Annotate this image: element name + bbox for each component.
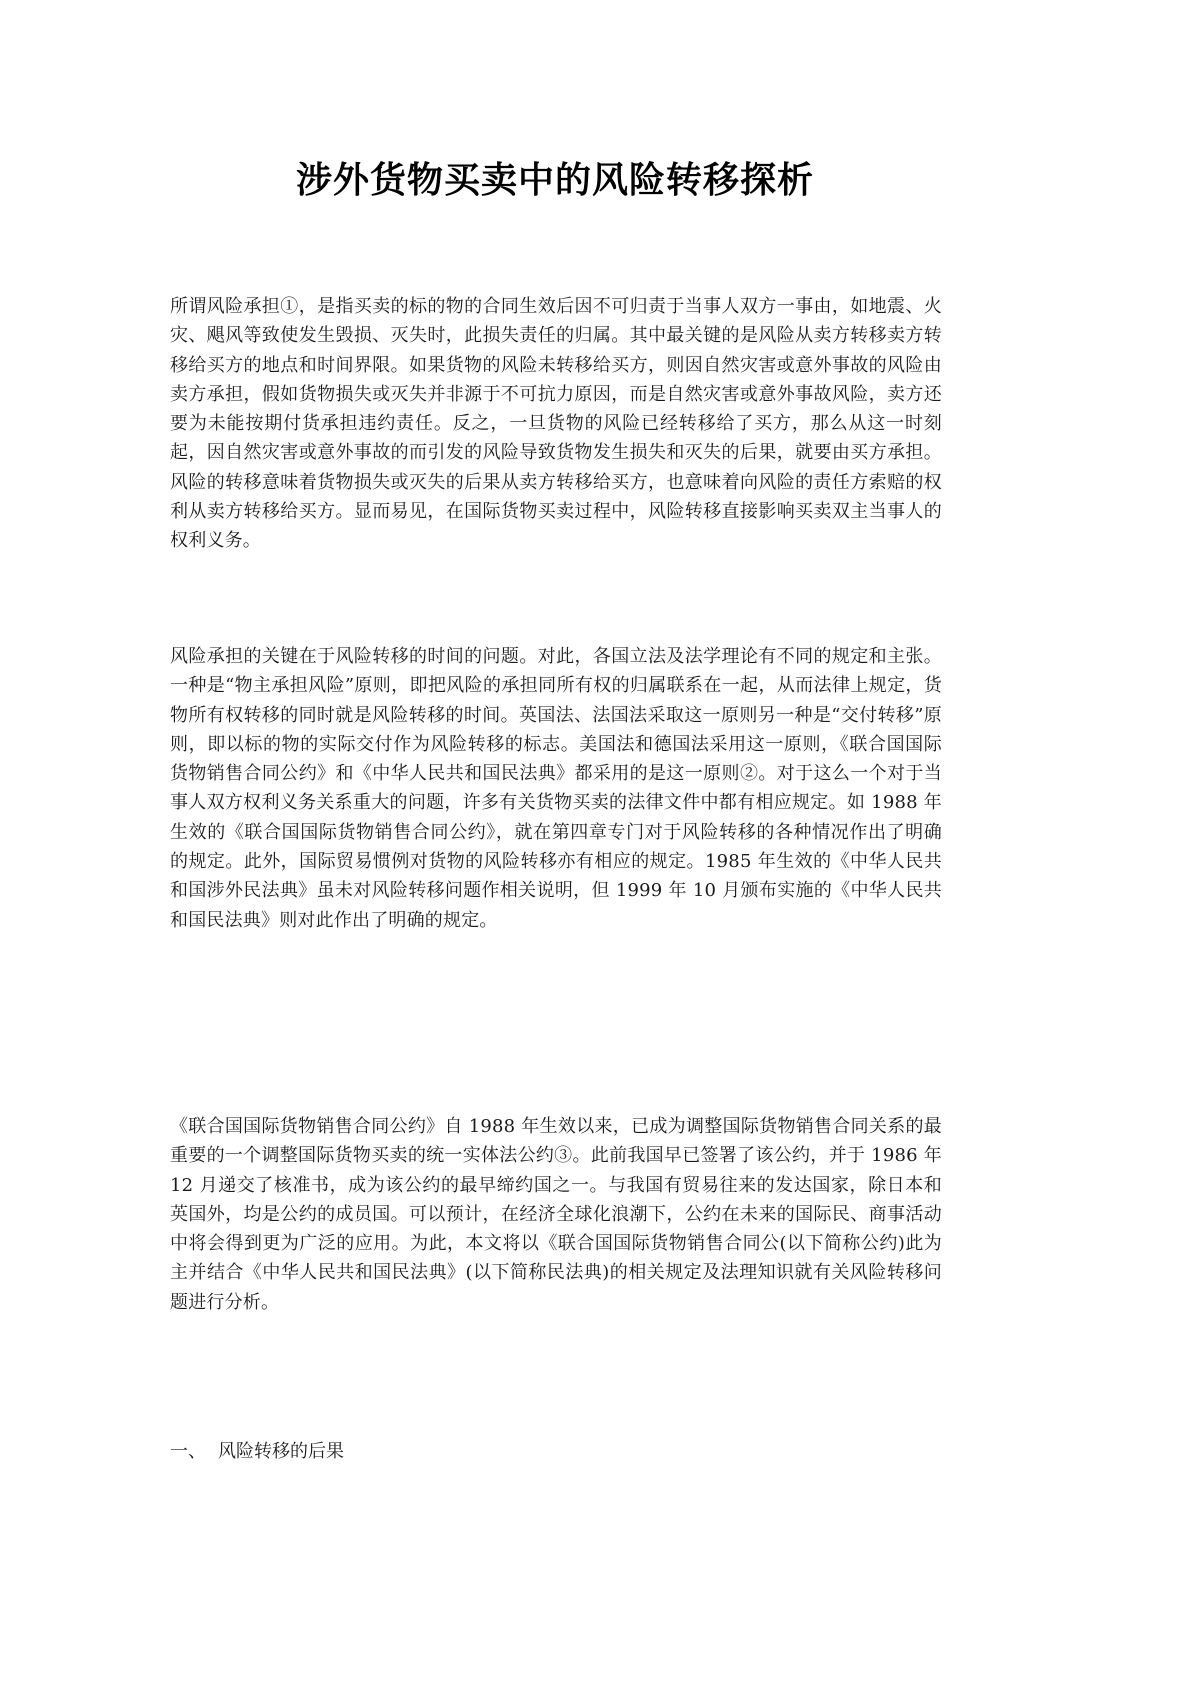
paragraph-risk-transfer-timing: 风险承担的关键在于风险转移的时间的问题。对此，各国立法及法学理论有不同的规定和主张。一种是“物主承担风险”原则，即把风险的承担同所有权的归属联系在一起，从而法律上规定，货物所有权转移的同时就是风险转移的时间。英国法、法国法采取这一原则另一种是“交付转移”原则，即以标的物的实际交付作为风险转移的标志。美国法和德国法采用这一原则，《联合国国际货物销售合同公约》和《中华人民共和国民法典》都采用的是这一原则②。对于这么一个对于当事人双方权利义务关系重大的问题，许多有关货物买卖的法律文件中都有相应规定。如 1988 年生效的《联合国国际货物销售合同公约》，就在第四章专门对于风险转移的各种情况作出了明确的规定。此外，国际贸易惯例对货物的风险转移亦有相应的规定。1985 年生效的《中华人民共和国涉外民法典》虽未对风险转移问题作相关说明，但 1999 年 10 月颁布实施的《中华人民共和国民法典》则对此作出了明确的规定。 <box>170 646 942 931</box>
section-title: 风险转移的后果 <box>218 1441 344 1462</box>
section-heading <box>170 1437 344 1466</box>
document-title: 涉外货物买卖中的风险转移探析 <box>295 159 814 201</box>
paragraph-cisg-introduction: 《联合国国际货物销售合同公约》自 1988 年生效以来，已成为调整国际货物销售合同关系的最重要的一个调整国际货物买卖的统一实体法公约③。此前我国早已签署了该公约，并于 1986 年 12 月递交了核准书，成为该公约的最早缔约国之一。与我国有贸易往来的发达国家，除日本和英国外，均是公约的成员国。可以预计，在经济全球化浪潮下，公约在未来的国际民、商事活动中将会得到更为广泛的应用。为此，本文将以《联合国国际货物销售合同公(以下简称公约)此为主并结合《中华人民共和国民法典》(以下简称民法典)的相关规定及法理知识就有关风险转移问题进行分析。 <box>170 1116 942 1313</box>
paragraph-risk-definition: 所谓风险承担①，是指买卖的标的物的合同生效后因不可归责于当事人双方一事由，如地震、火灾、飓风等致使发生毁损、灭失时，此损失责任的归属。其中最关键的是风险从卖方转移卖方转移给买方的地点和时间界限。如果货物的风险未转移给买方，则因自然灾害或意外事故的风险由卖方承担，假如货物损失或灭失并非源于不可抗力原因，而是自然灾害或意外事故风险，卖方还要为未能按期付货承担违约责任。反之，一旦货物的风险已经转移给了买方，那么从这一时刻起，因自然灾害或意外事故的而引发的风险导致货物发生损失和灭失的后果，就要由买方承担。风险的转移意味着货物损失或灭失的后果从卖方转移给买方，也意味着向风险的责任方索赔的权利从卖方转移给买方。显而易见，在国际货物买卖过程中，风险转移直接影响买卖双主当事人的权利义务。 <box>170 296 942 552</box>
section-number: 一、 <box>170 1441 206 1462</box>
